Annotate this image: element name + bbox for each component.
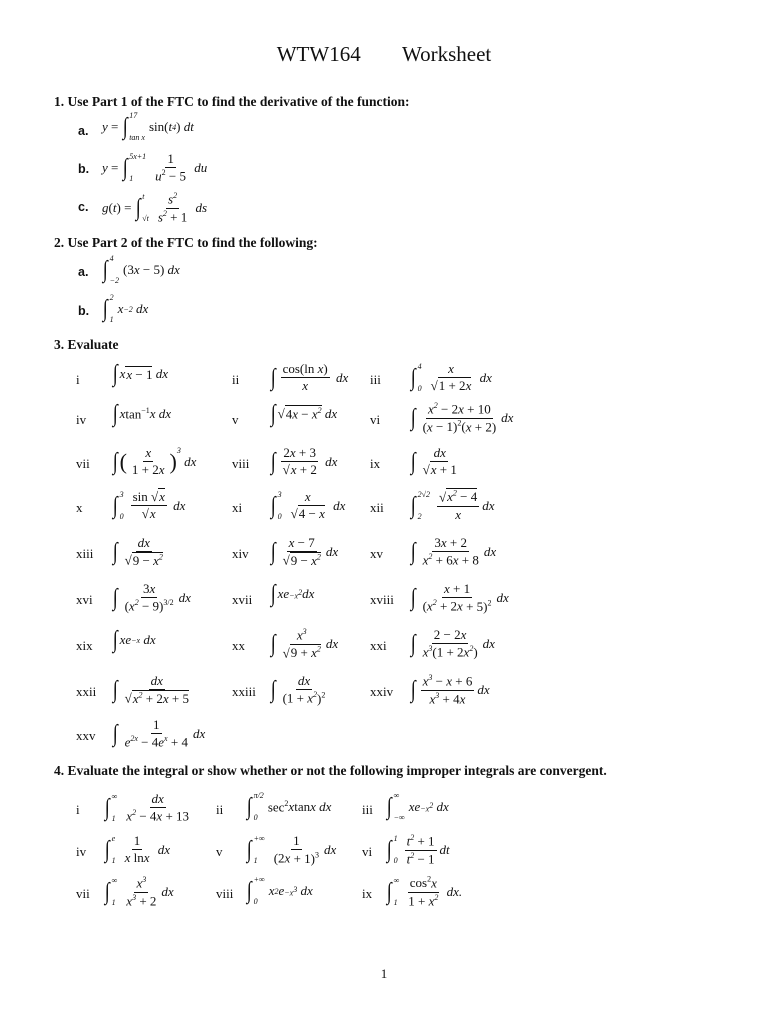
q3-iv-expression: ∫ x $\tan^{-1}$ x dx [112, 401, 172, 427]
question-1-heading: 1. Use Part 1 of the FTC to find the derivative of the function: [54, 94, 410, 109]
q4-item-label: v [216, 844, 223, 859]
q3-item-label: v [232, 412, 239, 427]
title-name: Worksheet [401, 42, 492, 66]
q3-item-label: i [76, 372, 80, 387]
q4-item-label: i [76, 802, 80, 817]
q3-item-label: xxi [370, 638, 387, 653]
q3-xx-expression: ∫ $\frac{x^3}{√9 + x^2}$ dx [270, 627, 339, 660]
q3-xiii-expression: ∫ $\frac{dx}{√9 - x^2}$ [112, 535, 163, 568]
q4-ix-expression: ∫ ∞ 1 $\frac{\cos^2x}{1 + x^2}$ dx. [386, 875, 463, 908]
q3-item-label: xiii [76, 546, 94, 561]
q3-item-label: xv [370, 546, 383, 561]
q3-item-label: x [76, 500, 83, 515]
q3-item-label: xxii [76, 684, 97, 699]
q2a-expression: ∫ 4 −2 (3 x − 5) dx [102, 254, 180, 285]
q3-item-label: xxv [76, 728, 96, 743]
q1c-expression: g ( t ) = ∫ t √t $\frac{s^2}{s^2 + 1}$ ds [102, 191, 208, 224]
q3-xvi-expression: ∫ $\frac{3x}{(x^2 - 9)^{3/2}}$ dx [112, 581, 191, 614]
q3-item-label: ix [370, 456, 381, 471]
question-3-heading: 3. Evaluate [54, 337, 119, 352]
q3-item-label: xxiii [232, 684, 256, 699]
q3-item-label: xiv [232, 546, 249, 561]
page-number: 1 [380, 966, 388, 981]
q2b-expression: ∫ 2 1 x −2 dx [102, 293, 149, 324]
q3-xix-expression: ∫ xe −x dx [112, 627, 156, 653]
q4-item-label: ix [362, 886, 373, 901]
q3-iii-expression: ∫ 4 0 $\frac{x}{√1 + 2x}$ dx [410, 361, 492, 394]
q3-xii-expression: ∫ 2√2 2 $\frac{√x^2 - 4}{x}$ dx [410, 489, 495, 522]
q1-item-label: c. [78, 200, 89, 214]
q3-ix-expression: ∫ $\frac{dx}{√x + 1}$ [410, 445, 457, 478]
q4-viii-expression: ∫ +∞ 0 x 2 e $-x^3$ dx [246, 875, 313, 906]
q1a-expression: y = ∫ 17 tan x sin( t 4 ) dt [102, 111, 194, 142]
q3-item-label: ii [232, 372, 240, 387]
q2-item-label: a. [78, 265, 89, 279]
q3-item-label: vii [76, 456, 90, 471]
q3-x-expression: ∫ 3 0 $\frac{\sin √x}{√x}$ dx [112, 489, 186, 522]
q4-i-expression: ∫ ∞ 1 $\frac{dx}{x^2 - 4x + 13}$ [104, 791, 190, 824]
q4-iii-expression: ∫ ∞ −∞ xe $-x^2$ dx [386, 791, 449, 822]
q2-item-label: b. [78, 304, 90, 318]
q3-i-expression: ∫ x x − 1 dx [112, 361, 169, 387]
q4-iv-expression: ∫ e 1 $\frac{1}{\text{x lnx}}$ dx [104, 833, 171, 866]
question-2-heading: 2. Use Part 2 of the FTC to find the following: [54, 235, 318, 250]
q3-item-label: xvi [76, 592, 93, 607]
q3-item-label: iii [370, 372, 381, 387]
q4-item-label: vii [76, 886, 90, 901]
q4-item-label: viii [216, 886, 234, 901]
q3-item-label: xxiv [370, 684, 394, 699]
question-4-heading: 4. Evaluate the integral or show whether or not the following improper integrals are convergent. [54, 763, 607, 778]
q3-v-expression: ∫ √ $4x - x^2$ dx [270, 401, 338, 427]
q1b-expression: y = ∫ 5x+1 1 $\frac{1}{u^2 - 5}$ du [102, 151, 208, 184]
q4-v-expression: ∫ +∞ 1 $\frac{1}{(2x + 1)^3}$ dx [246, 833, 337, 866]
q4-item-label: vi [362, 844, 373, 859]
q3-item-label: xvii [232, 592, 253, 607]
q3-item-label: iv [76, 412, 87, 427]
q4-vi-expression: ∫ 1 0 $\frac{t^2 + 1}{t^2 - 1}$ dt [386, 833, 450, 866]
q3-xi-expression: ∫ 3 0 $\frac{x}{√4 - x}$ dx [270, 489, 346, 522]
q3-item-label: xx [232, 638, 245, 653]
q3-xvii-expression: ∫ xe $-x^2$ dx [270, 581, 315, 607]
q3-item-label: xix [76, 638, 93, 653]
q3-item-label: xii [370, 500, 384, 515]
q1-item-label: a. [78, 124, 89, 138]
q3-item-label: xviii [370, 592, 394, 607]
course-code: WTW164 [276, 42, 361, 66]
q4-vii-expression: ∫ ∞ 1 $\frac{x^3}{x^3 + 2}$ dx [104, 875, 174, 908]
q3-xxv-expression: ∫ $\frac{1}{e^{2x} - 4e^x + 4}$ dx [112, 717, 206, 750]
q3-xxiv-expression: ∫ $\frac{x^3 - x + 6}{x^3 + 4x}$ dx [410, 673, 490, 706]
q3-xxi-expression: ∫ $\frac{2 - 2x}{x^3(1 + 2x^2)}$ dx [410, 627, 495, 660]
q4-item-label: iv [76, 844, 87, 859]
q3-xviii-expression: ∫ $\frac{x + 1}{(x^2 + 2x + 5)^2}$ dx [410, 581, 509, 614]
q4-ii-expression: ∫ π/2 0 $\sec^2$ x tan x dx [246, 791, 332, 822]
q3-item-label: xi [232, 500, 243, 515]
q3-ii-expression: ∫ $\frac{\text{cos(ln x)}}{x}$ dx [270, 361, 349, 394]
q3-xv-expression: ∫ $\frac{3x + 2}{x^2 + 6x + 8}$ dx [410, 535, 497, 568]
q3-xxii-expression: ∫ $\frac{dx}{√x^2 + 2x + 5}$ [112, 673, 189, 706]
worksheet-title [0, 42, 768, 67]
q4-item-label: iii [362, 802, 373, 817]
q3-xxiii-expression: ∫ $\frac{dx}{(1 + x^2)^2}$ [270, 673, 326, 706]
q3-viii-expression: ∫ $\frac{2x + 3}{√x + 2}$ dx [270, 445, 338, 478]
q1-item-label: b. [78, 162, 90, 176]
q3-vi-expression: ∫ $\frac{x^2 - 2x + 10}{(x - 1)^2(x + 2)}$ dx [410, 401, 514, 434]
q3-vii-expression: ∫ ( $\frac{x}{1 + 2x}$ ) $^3$ dx [112, 445, 197, 478]
q3-item-label: vi [370, 412, 381, 427]
q3-item-label: viii [232, 456, 250, 471]
q3-xiv-expression: ∫ $\frac{x - 7}{√9 - x^2}$ dx [270, 535, 339, 568]
q4-item-label: ii [216, 802, 224, 817]
